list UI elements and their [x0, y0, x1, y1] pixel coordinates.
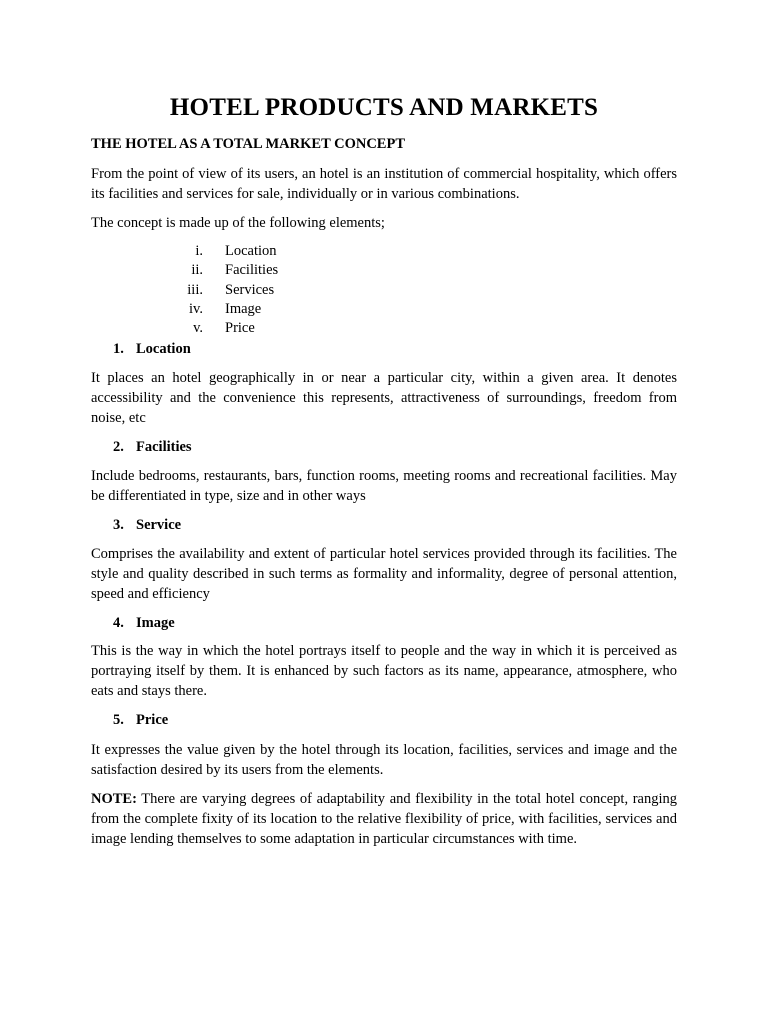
intro-paragraph: From the point of view of its users, an hotel is an institution of commercial hospitality, which offers its facilities and services for sale, individually or in various combinations. [91, 166, 677, 202]
list-item-number: v. [193, 320, 203, 336]
section-heading-text: Price [136, 712, 169, 728]
section-number: 5. [113, 712, 124, 728]
list-item [91, 261, 677, 280]
section-number: 2. [113, 439, 124, 455]
list-item [91, 319, 677, 338]
section-number: 3. [113, 517, 124, 533]
section-subtitle: THE HOTEL AS A TOTAL MARKET CONCEPT [91, 136, 405, 152]
section-body-service: Comprises the availability and extent of particular hotel services provided through its facilities. The style and quality described in such terms as formality and informality, degree of personal attention, speed and efficiency [91, 546, 677, 602]
section-heading-price [113, 710, 168, 730]
page-title: HOTEL PRODUCTS AND MARKETS [169, 94, 599, 121]
section-heading-location [113, 339, 191, 359]
list-item-label: Facilities [225, 262, 279, 279]
list-item-label: Price [225, 320, 255, 336]
list-item [91, 300, 677, 319]
note-paragraph [91, 789, 677, 849]
list-item-number: iii. [187, 281, 203, 298]
list-item [91, 281, 677, 300]
section-heading-service [113, 515, 181, 535]
section-number: 4. [113, 615, 124, 631]
section-body-facilities: Include bedrooms, restaurants, bars, function rooms, meeting rooms and recreational facilities. May be differentiated in type, size and in other ways [91, 468, 677, 504]
note-label: NOTE: [91, 791, 137, 807]
list-item-number: ii. [191, 262, 203, 279]
list-item-number: iv. [189, 300, 203, 317]
section-heading-image [113, 613, 175, 633]
list-item-label: Services [225, 281, 275, 298]
note-text: There are varying degrees of adaptability and flexibility in the total hotel concept, ranging from the complete fixity of its location to the relative flexibility of price, with facilities, services and image lending themselves to some adaptation in particular circumstances with time. [91, 791, 677, 847]
section-heading-text: Location [136, 341, 191, 357]
concept-line: The concept is made up of the following elements; [91, 215, 385, 231]
section-heading-text: Facilities [136, 439, 192, 455]
list-item [91, 242, 677, 261]
section-heading-facilities [113, 437, 192, 457]
section-body-price: It expresses the value given by the hotel through its location, facilities, services and image and the satisfaction desired by its users from the elements. [91, 742, 677, 778]
section-body-location: It places an hotel geographically in or near a particular city, within a given area. It denotes accessibility and the convenience this represents, attractiveness of surroundings, freedom from noise, etc [91, 370, 677, 426]
list-item-number: i. [195, 243, 203, 259]
list-item-label: Location [225, 243, 277, 259]
section-heading-text: Service [136, 517, 182, 533]
section-heading-text: Image [136, 615, 175, 631]
section-number: 1. [113, 341, 124, 357]
section-body-image: This is the way in which the hotel portrays itself to people and the way in which it is perceived as portraying itself by them. It is enhanced by such factors as its name, appearance, atmosphere, who eats and stays there. [91, 643, 677, 699]
elements-list [91, 242, 677, 338]
list-item-label: Image [225, 300, 262, 317]
